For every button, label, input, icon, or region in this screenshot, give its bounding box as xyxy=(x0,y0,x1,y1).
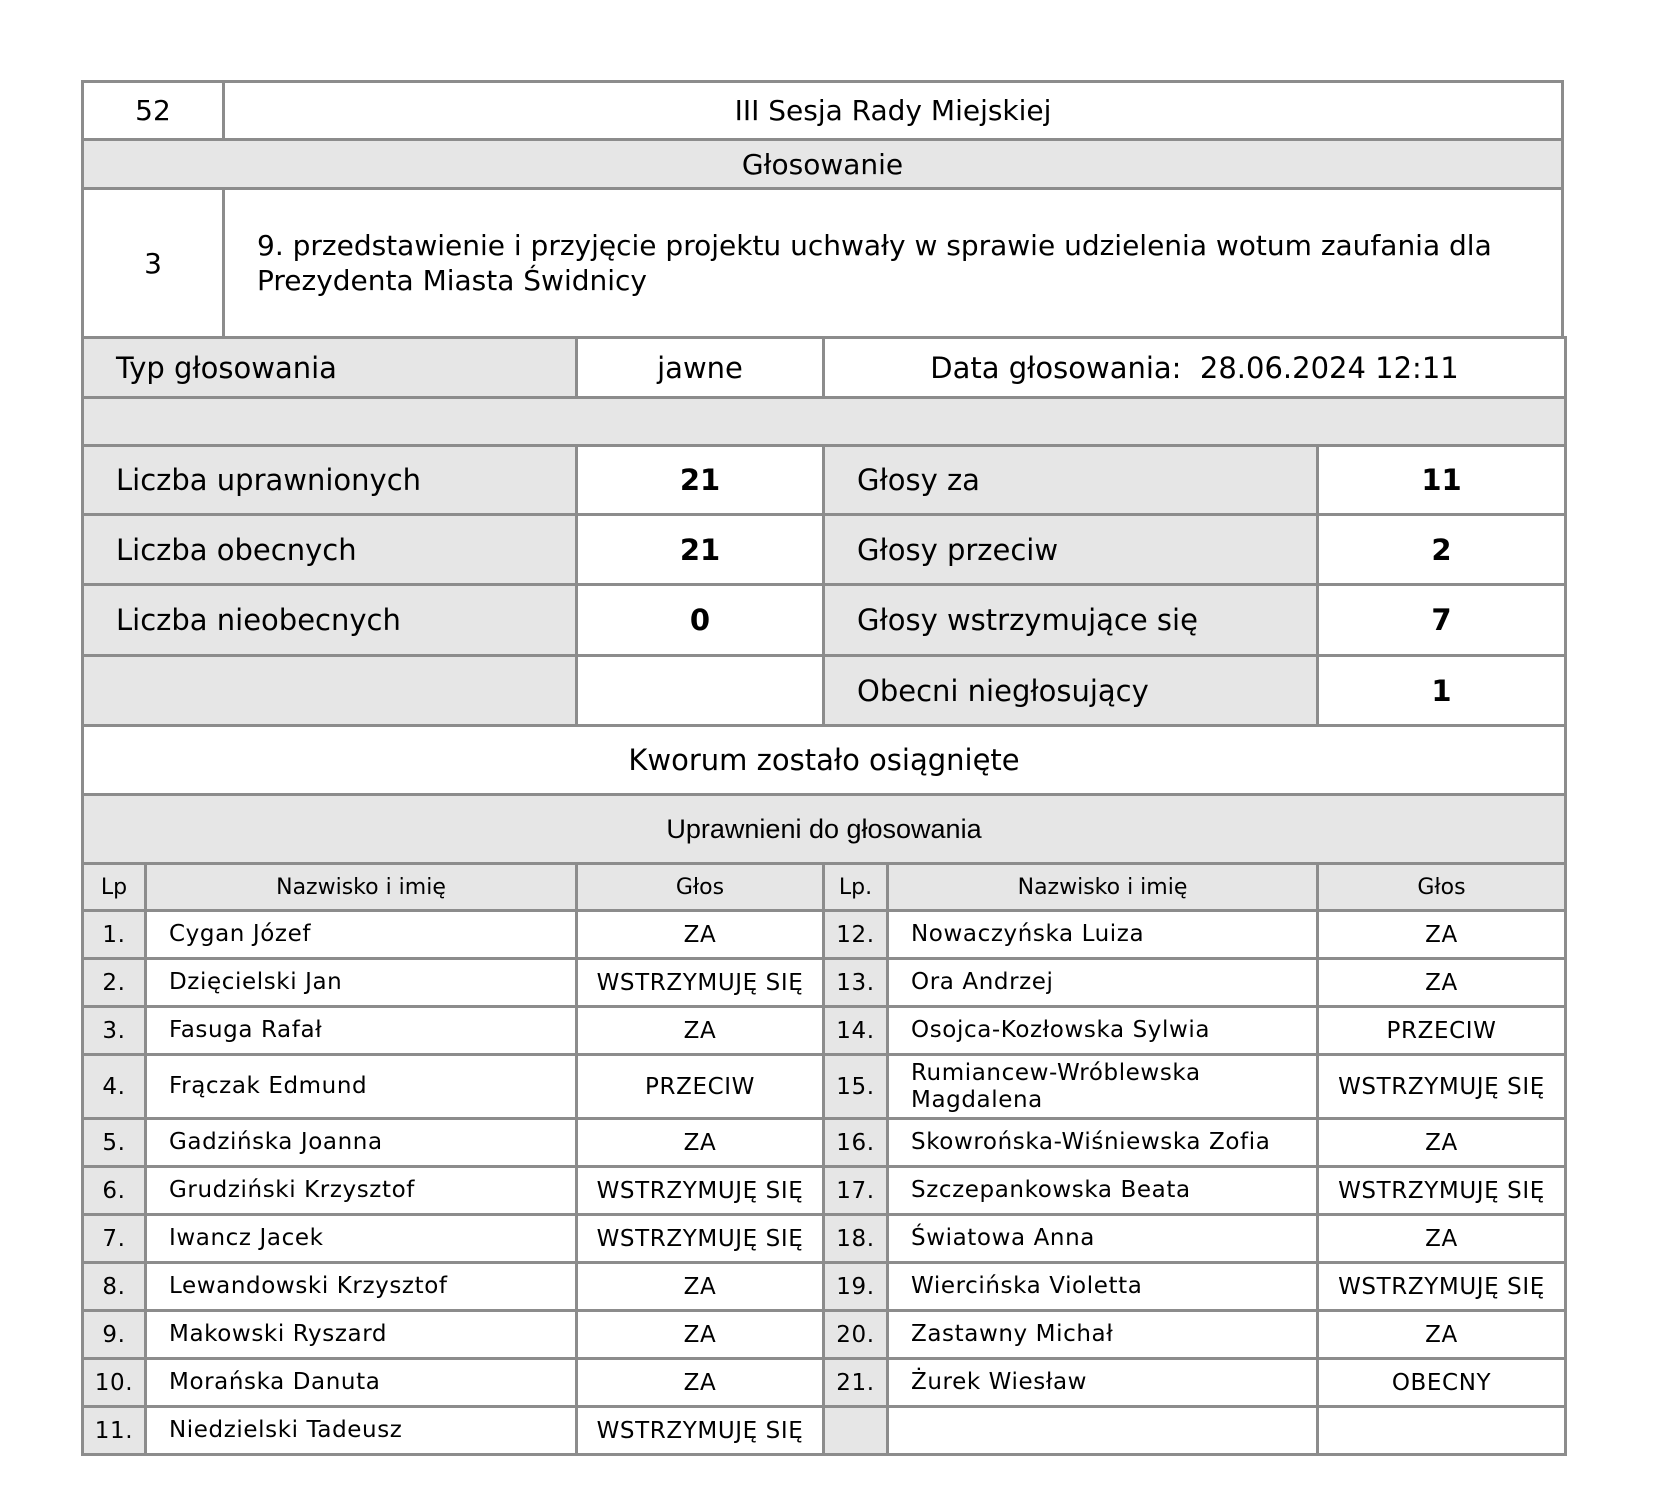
voter-lp: 16. xyxy=(824,1119,888,1167)
voter-lp: 21. xyxy=(824,1359,888,1407)
voter-lp: 10. xyxy=(83,1359,146,1407)
vote-date-label: Data głosowania: xyxy=(930,350,1182,385)
vote-number: 3 xyxy=(83,189,224,338)
voter-vote: ZA xyxy=(1318,911,1566,959)
voter-vote: ZA xyxy=(1318,1311,1566,1359)
voter-lp: 5. xyxy=(83,1119,146,1167)
voter-name: Rumiancew-Wróblewska Magdalena xyxy=(888,1055,1318,1119)
voter-name: Makowski Ryszard xyxy=(146,1311,577,1359)
quorum-status: Kworum zostało osiągnięte xyxy=(83,726,1566,795)
not-voting-value: 1 xyxy=(1318,656,1566,726)
voter-name: Zastawny Michał xyxy=(888,1311,1318,1359)
voter-lp: 15. xyxy=(824,1055,888,1119)
voter-lp: 17. xyxy=(824,1167,888,1215)
against-value: 2 xyxy=(1318,515,1566,585)
section-title: Głosowanie xyxy=(83,140,1563,189)
voter-name: Wiercińska Violetta xyxy=(888,1263,1318,1311)
empty-cell xyxy=(577,656,824,726)
voter-lp: 8. xyxy=(83,1263,146,1311)
voter-lp: 2. xyxy=(83,959,146,1007)
voters-heading: Uprawnieni do głosowania xyxy=(83,795,1566,864)
vote-title: 9. przedstawienie i przyjęcie projektu uchwały w sprawie udzielenia wotum zaufania dla Prezydenta Miasta Świdnicy xyxy=(224,189,1563,338)
voter-vote: OBECNY xyxy=(1318,1359,1566,1407)
voter-vote xyxy=(1318,1407,1566,1455)
col-name-left: Nazwisko i imię xyxy=(146,864,577,911)
voter-lp: 9. xyxy=(83,1311,146,1359)
abstain-label: Głosy wstrzymujące się xyxy=(824,585,1318,656)
table-row xyxy=(83,1215,1566,1263)
voter-vote: WSTRZYMUJĘ SIĘ xyxy=(577,1167,824,1215)
voter-vote: ZA xyxy=(577,911,824,959)
table-row xyxy=(83,1311,1566,1359)
voter-lp: 12. xyxy=(824,911,888,959)
voter-name: Morańska Danuta xyxy=(146,1359,577,1407)
voter-lp: 3. xyxy=(83,1007,146,1055)
header-table xyxy=(81,80,1564,339)
table-row xyxy=(83,1167,1566,1215)
voting-document xyxy=(81,80,1564,1456)
voter-name: Szczepankowska Beata xyxy=(888,1167,1318,1215)
col-vote-left: Głos xyxy=(577,864,824,911)
absent-label: Liczba nieobecnych xyxy=(83,585,577,656)
voter-vote: WSTRZYMUJĘ SIĘ xyxy=(1318,1263,1566,1311)
voter-name: Iwancz Jacek xyxy=(146,1215,577,1263)
spacer-row xyxy=(83,398,1566,446)
session-title: III Sesja Rady Miejskiej xyxy=(224,82,1563,140)
session-number: 52 xyxy=(83,82,224,140)
voter-name: Lewandowski Krzysztof xyxy=(146,1263,577,1311)
col-lp-left: Lp xyxy=(83,864,146,911)
voter-vote: ZA xyxy=(577,1119,824,1167)
voter-name: Skowrońska-Wiśniewska Zofia xyxy=(888,1119,1318,1167)
voter-vote: PRZECIW xyxy=(577,1055,824,1119)
voter-vote: WSTRZYMUJĘ SIĘ xyxy=(1318,1055,1566,1119)
table-row xyxy=(83,1407,1566,1455)
table-row xyxy=(83,1119,1566,1167)
voter-vote: ZA xyxy=(577,1359,824,1407)
table-row xyxy=(83,959,1566,1007)
vote-type-label: Typ głosowania xyxy=(83,338,577,398)
voter-name: Grudziński Krzysztof xyxy=(146,1167,577,1215)
voter-name: Żurek Wiesław xyxy=(888,1359,1318,1407)
for-value: 11 xyxy=(1318,446,1566,515)
voter-name: Nowaczyńska Luiza xyxy=(888,911,1318,959)
table-row xyxy=(83,1359,1566,1407)
voter-lp xyxy=(824,1407,888,1455)
vote-type-value: jawne xyxy=(577,338,824,398)
present-value: 21 xyxy=(577,515,824,585)
voter-vote: WSTRZYMUJĘ SIĘ xyxy=(577,1215,824,1263)
voter-vote: ZA xyxy=(577,1311,824,1359)
voter-name: Dzięcielski Jan xyxy=(146,959,577,1007)
not-voting-label: Obecni niegłosujący xyxy=(824,656,1318,726)
voters-table xyxy=(81,862,1567,1456)
voter-vote: ZA xyxy=(1318,959,1566,1007)
voter-name: Fasuga Rafał xyxy=(146,1007,577,1055)
voter-vote: WSTRZYMUJĘ SIĘ xyxy=(577,1407,824,1455)
present-label: Liczba obecnych xyxy=(83,515,577,585)
col-lp-right: Lp. xyxy=(824,864,888,911)
voter-lp: 20. xyxy=(824,1311,888,1359)
table-row xyxy=(83,1007,1566,1055)
col-vote-right: Głos xyxy=(1318,864,1566,911)
voter-vote: ZA xyxy=(1318,1119,1566,1167)
voter-lp: 11. xyxy=(83,1407,146,1455)
voter-lp: 18. xyxy=(824,1215,888,1263)
voter-lp: 7. xyxy=(83,1215,146,1263)
voter-lp: 4. xyxy=(83,1055,146,1119)
table-row xyxy=(83,1055,1566,1119)
voter-lp: 1. xyxy=(83,911,146,959)
abstain-value: 7 xyxy=(1318,585,1566,656)
voter-lp: 19. xyxy=(824,1263,888,1311)
voter-name: Frączak Edmund xyxy=(146,1055,577,1119)
for-label: Głosy za xyxy=(824,446,1318,515)
entitled-label: Liczba uprawnionych xyxy=(83,446,577,515)
voter-vote: WSTRZYMUJĘ SIĘ xyxy=(577,959,824,1007)
table-row xyxy=(83,1263,1566,1311)
voter-lp: 14. xyxy=(824,1007,888,1055)
empty-cell xyxy=(83,656,577,726)
voter-name: Cygan Józef xyxy=(146,911,577,959)
col-name-right: Nazwisko i imię xyxy=(888,864,1318,911)
voter-vote: ZA xyxy=(577,1263,824,1311)
voter-vote: ZA xyxy=(577,1007,824,1055)
voter-name: Ora Andrzej xyxy=(888,959,1318,1007)
against-label: Głosy przeciw xyxy=(824,515,1318,585)
voter-lp: 13. xyxy=(824,959,888,1007)
voter-lp: 6. xyxy=(83,1167,146,1215)
voter-name: Niedzielski Tadeusz xyxy=(146,1407,577,1455)
table-row xyxy=(83,911,1566,959)
vote-date xyxy=(824,338,1566,398)
vote-date-value: 28.06.2024 12:11 xyxy=(1199,350,1459,385)
voter-vote: ZA xyxy=(1318,1215,1566,1263)
voter-vote: PRZECIW xyxy=(1318,1007,1566,1055)
voter-name: Gadzińska Joanna xyxy=(146,1119,577,1167)
voter-name: Osojca-Kozłowska Sylwia xyxy=(888,1007,1318,1055)
entitled-value: 21 xyxy=(577,446,824,515)
voter-vote: WSTRZYMUJĘ SIĘ xyxy=(1318,1167,1566,1215)
voter-name: Światowa Anna xyxy=(888,1215,1318,1263)
absent-value: 0 xyxy=(577,585,824,656)
voter-name xyxy=(888,1407,1318,1455)
stats-table xyxy=(81,336,1567,865)
